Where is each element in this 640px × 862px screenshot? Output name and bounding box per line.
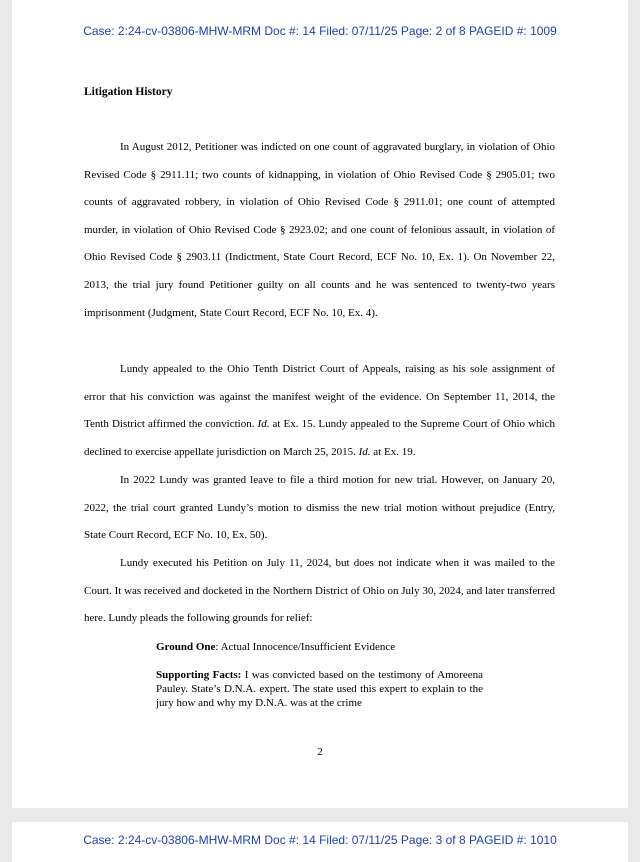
citation-id: Id.: [358, 445, 371, 458]
facts-text: I was convicted based on the testimony of Amoreena Pauley. State’s D.N.A. expert. The state used this expert to explain to the jury how and why my D.N.A. was at the crime: [156, 669, 483, 709]
paragraph-appeal: [84, 356, 555, 466]
paragraph-text: In August 2012, Petitioner was indicted on one count of aggravated burglary, in violation of Ohio Revised Code § 2911.11; two counts of kidnapping, in violation of Ohio Revised Code § 2905.01; two counts of aggravated robbery, in violation of Ohio Revised Code § 2911.01; one count of attempted murder, in violation of Ohio Revised Code § 2923.02; and one count of felonious assault, in violation of Ohio Revised Code § 2903.11 (Indictment, State Court Record, ECF No. 10, Ex. 1). On November 22, 2013, the trial jury found Petitioner guilty on all counts and he was sentenced to twenty-two years imprisonment (Judgment, State Court Record, ECF No. 10, Ex. 4).: [84, 141, 555, 319]
case-header: Case: 2:24-cv-03806-MHW-MRM Doc #: 14 Filed: 07/11/25 Page: 2 of 8 PAGEID #: 1009: [83, 24, 557, 38]
page-number: 2: [317, 746, 323, 758]
ground-text: : Actual Innocence/Insufficient Evidence: [215, 641, 396, 653]
supporting-facts: [156, 668, 483, 710]
ground-label: Ground One: [156, 641, 216, 653]
text-run: Lundy appealed to the Ohio Tenth District Court of Appeals, raising as his sole assignment of error that his conviction was against the manifest weight of the evidence. On September 11, 2014, the Tenth District affirmed the conviction.: [84, 363, 555, 431]
paragraph-new-trial: [84, 467, 555, 550]
section-heading: Litigation History: [84, 86, 173, 98]
text-run: at Ex. 19.: [370, 445, 416, 458]
document-page: [12, 0, 628, 808]
next-document-page: [12, 822, 628, 862]
paragraph-text: [84, 356, 555, 466]
facts-label: Supporting Facts:: [156, 669, 242, 681]
case-header: Case: 2:24-cv-03806-MHW-MRM Doc #: 14 Filed: 07/11/25 Page: 3 of 8 PAGEID #: 1010: [83, 833, 557, 847]
paragraph-indictment: [84, 134, 555, 327]
citation-id: Id.: [257, 418, 270, 431]
ground-one: [156, 641, 483, 653]
text-run: at Ex. 15. Lundy appealed to the Supreme Court of Ohio which declined to exercise appellate jurisdiction on March 25, 2015.: [84, 418, 555, 458]
paragraph-text: In 2022 Lundy was granted leave to file a third motion for new trial. However, on January 20, 2022, the trial court granted Lundy’s motion to dismiss the new trial motion without prejudice (Entry, State Court Record, ECF No. 10, Ex. 50).: [84, 474, 555, 542]
paragraph-text: Lundy executed his Petition on July 11, 2024, but does not indicate when it was mailed to the Court. It was received and docketed in the Northern District of Ohio on July 30, 2024, and later transferred here. Lundy pleads the following grounds for relief:: [84, 557, 555, 625]
paragraph-petition: [84, 550, 555, 633]
